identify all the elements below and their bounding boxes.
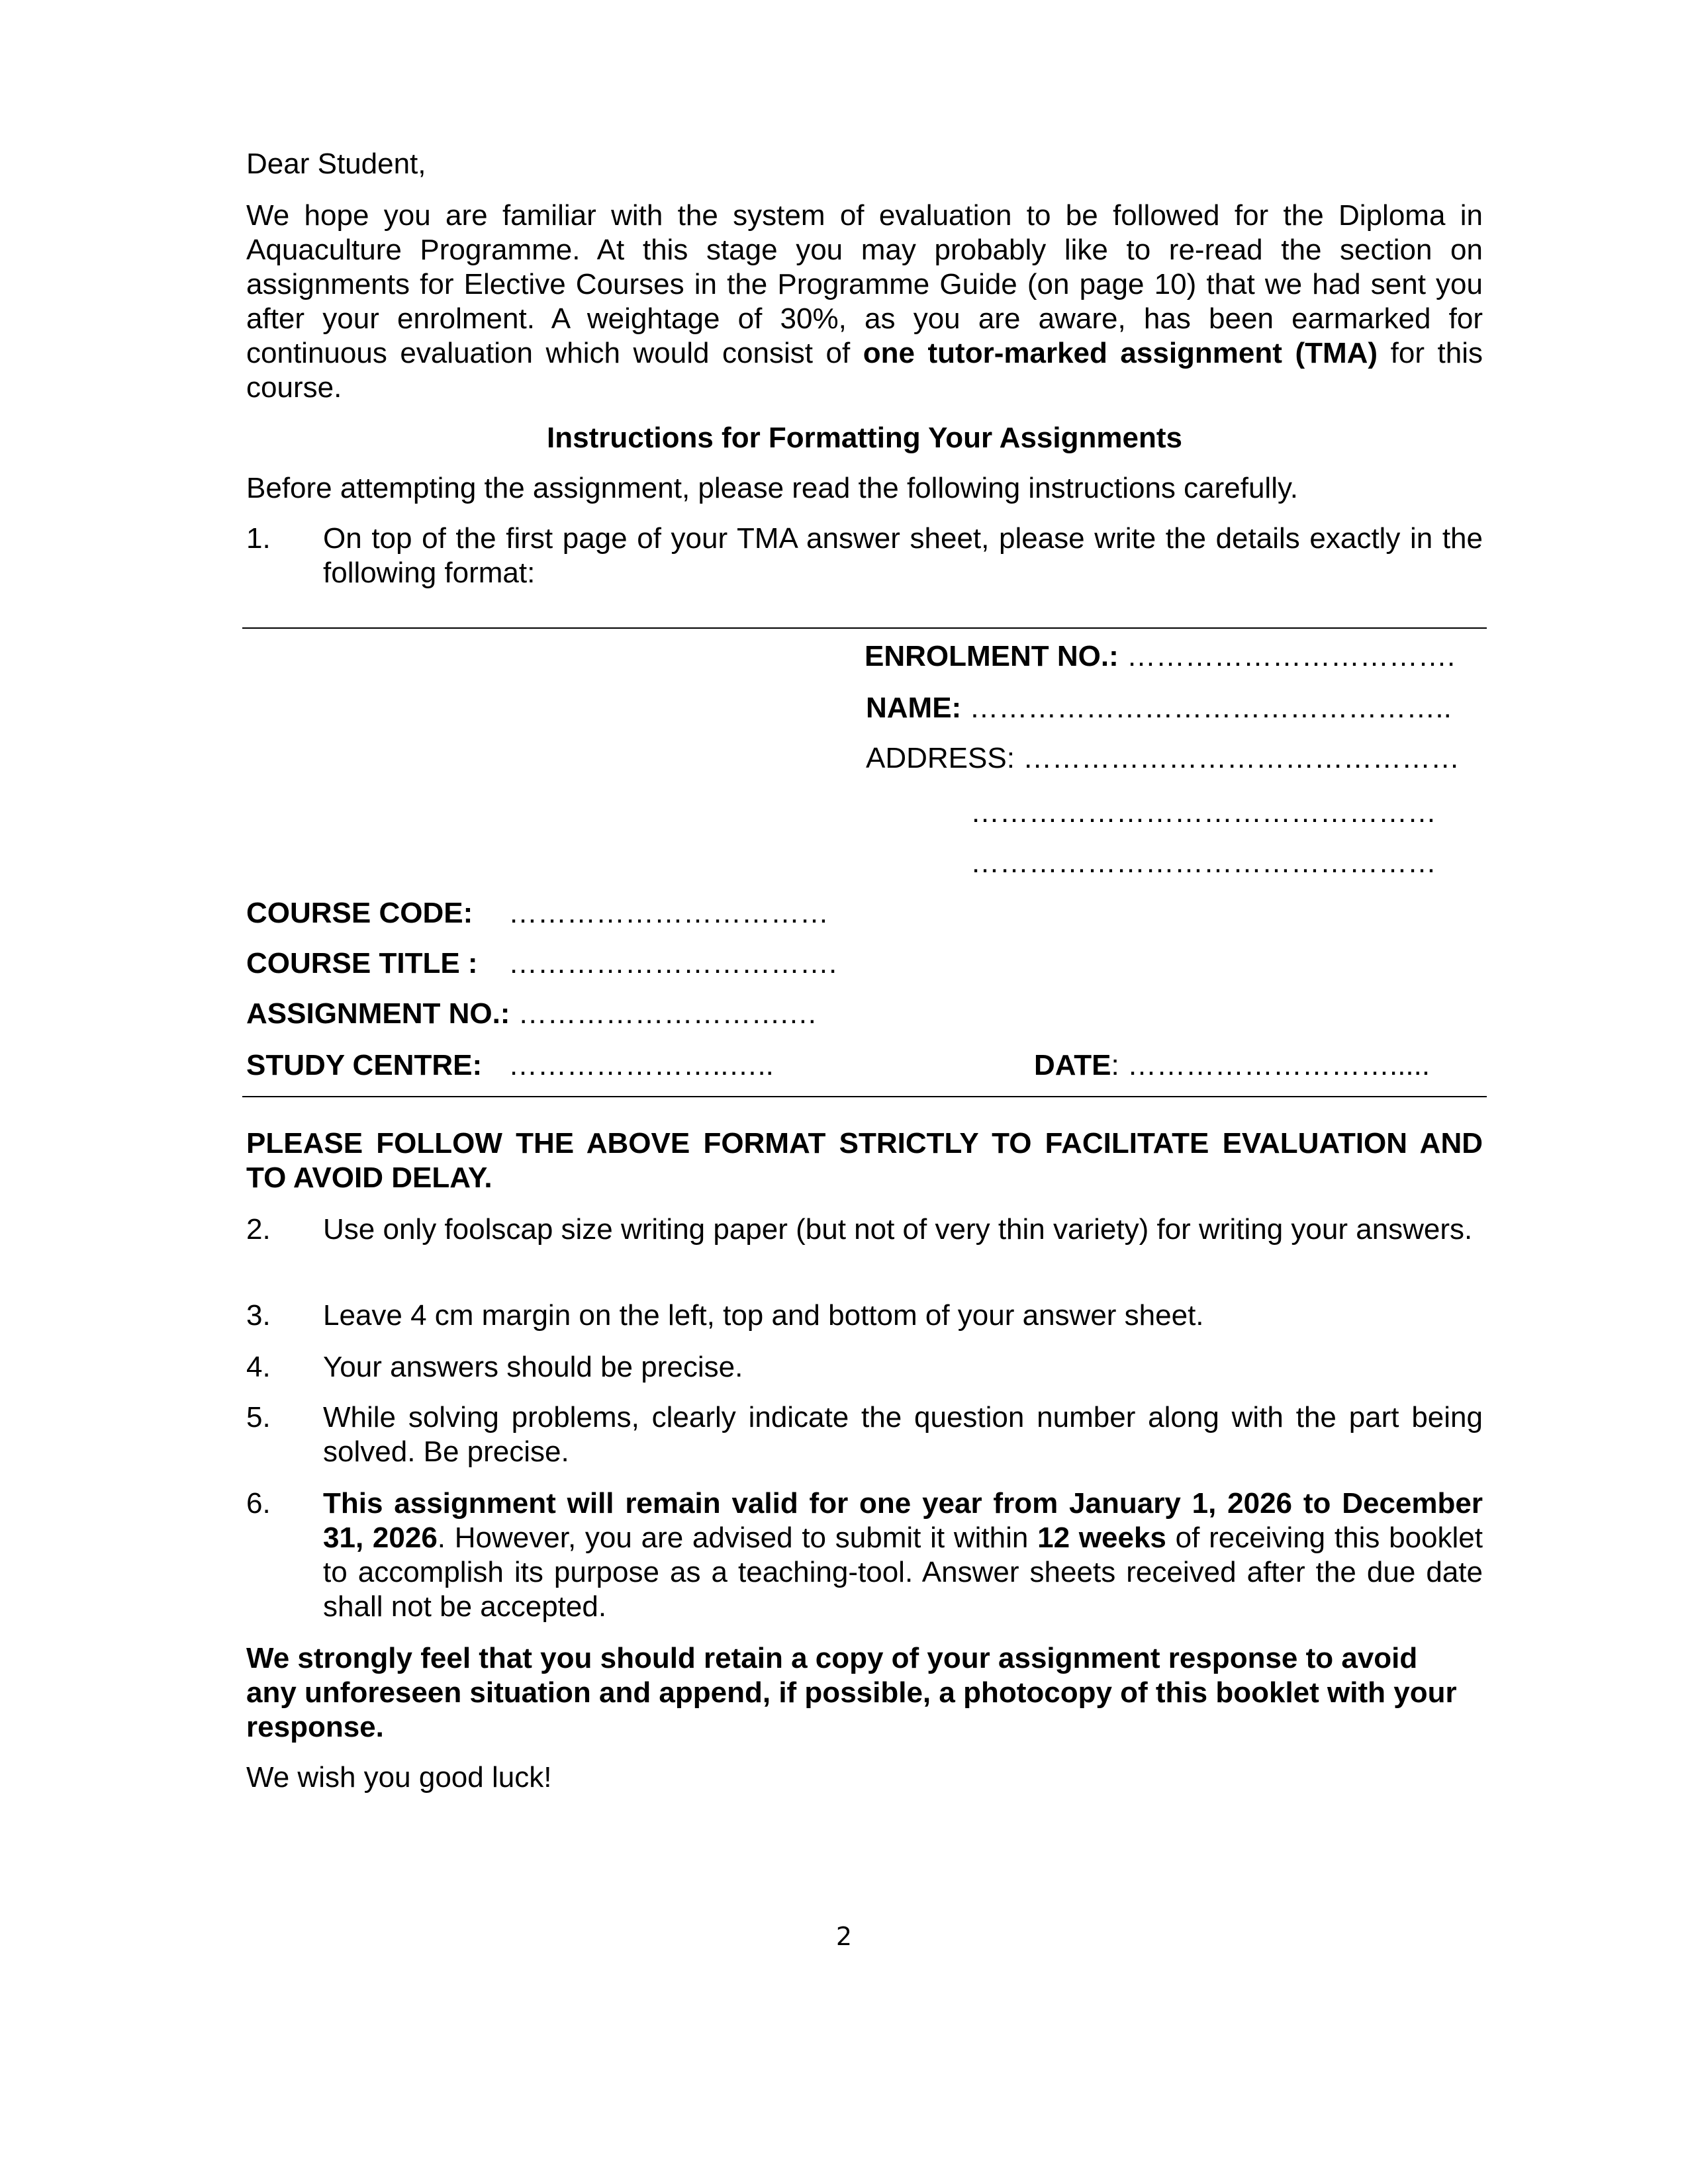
form-bottom-rule xyxy=(242,1096,1487,1097)
list-item-text: On top of the first page of your TMA answer sheet, please write the details exactly in the following format: xyxy=(323,522,1483,589)
date-label: DATE xyxy=(1034,1049,1111,1081)
greeting: Dear Student, xyxy=(246,148,426,180)
closing-line: We wish you good luck! xyxy=(246,1761,552,1794)
course-title-dots: ……………………………. xyxy=(508,947,837,979)
instructions-heading: Instructions for Formatting Your Assignments xyxy=(547,422,1182,454)
address-line xyxy=(866,741,1460,776)
weeks-bold: 12 weeks xyxy=(1037,1522,1166,1554)
format-notice: PLEASE FOLLOW THE ABOVE FORMAT STRICTLY TO FACILITATE EVALUATION AND TO AVOID DELAY. xyxy=(246,1127,1483,1194)
enrolment-label: ENROLMENT NO.: xyxy=(865,640,1119,672)
assignment-no-line xyxy=(246,997,818,1031)
intro-text-2: for this course. xyxy=(246,337,1483,404)
list-item-text: Your answers should be precise. xyxy=(323,1351,743,1383)
name-dots: ………………………………………….. xyxy=(961,692,1452,724)
before-text: Before attempting the assignment, please read the following instructions carefully. xyxy=(246,472,1298,504)
validity-bold: This assignment will remain valid for one year from January 1, 2026 to December 31, 2026 xyxy=(323,1487,1483,1554)
date-dots: : ………………………..... xyxy=(1111,1049,1430,1081)
study-centre-dots: …………………..….. xyxy=(508,1049,774,1081)
list-item-number: 3. xyxy=(246,1299,271,1332)
list-item-number: 1. xyxy=(246,522,271,555)
name-line xyxy=(866,691,1452,725)
address-dots: ……………………………………… xyxy=(1014,742,1460,774)
date-line xyxy=(1034,1048,1430,1083)
validity-text: . However, you are advised to submit it within xyxy=(437,1522,1038,1554)
list-item-text: While solving problems, clearly indicate the question number along with the part being solved. Be precise. xyxy=(323,1401,1483,1468)
list-item-number: 5. xyxy=(246,1401,271,1433)
enrolment-line xyxy=(865,639,1455,674)
study-centre-line xyxy=(246,1048,774,1083)
intro-bold: one tutor-marked assignment (TMA) xyxy=(863,337,1378,369)
list-item-text xyxy=(323,1486,1483,1624)
course-title-line xyxy=(246,946,837,981)
intro-text-1: We hope you are familiar with the system of evaluation to be followed for the Diploma in Aquaculture Programme. At this stage you may probably like to re-read the section on assignments for Elective Courses in the Programme Guide (on page 10) that we had sent you after your enrolment. A weightage of 30%, as you are aware, has been earmarked for continuous evaluation which would consist of xyxy=(246,199,1483,369)
address-line-2: ………………………………………… xyxy=(970,796,1436,829)
list-item-text: Use only foolscap size writing paper (but not of very thin variety) for writing your answers. xyxy=(323,1213,1473,1246)
course-code-dots: …………………………… xyxy=(508,897,829,929)
course-code-label: COURSE CODE: xyxy=(246,897,473,929)
list-item-text: Leave 4 cm margin on the left, top and bottom of your answer sheet. xyxy=(323,1299,1204,1332)
study-centre-label: STUDY CENTRE: xyxy=(246,1049,483,1081)
intro-paragraph xyxy=(246,199,1483,405)
list-item-number: 6. xyxy=(246,1487,271,1520)
list-item-number: 4. xyxy=(246,1351,271,1383)
address-line-3: ………………………………………… xyxy=(970,846,1436,879)
assignment-no-label: ASSIGNMENT NO.: xyxy=(246,997,510,1030)
enrolment-dots: ……………………………. xyxy=(1118,640,1456,672)
course-title-label: COURSE TITLE : xyxy=(246,947,478,979)
assignment-no-dots: ……………………….… xyxy=(510,997,818,1030)
address-label: ADDRESS: xyxy=(866,742,1015,774)
page-number: 2 xyxy=(835,1922,853,1951)
validity-text-2: of receiving this booklet to accomplish its purpose as a teaching-tool. Answer sheets received after the due date shall not be accepted. xyxy=(323,1522,1483,1623)
form-top-rule xyxy=(242,627,1487,629)
course-code-line xyxy=(246,896,829,931)
retain-note: We strongly feel that you should retain a copy of your assignment response to avoid any unforeseen situation and append, if possible, a photocopy of this booklet with your response. xyxy=(246,1642,1457,1743)
name-label: NAME: xyxy=(866,692,962,724)
list-item-number: 2. xyxy=(246,1213,271,1246)
